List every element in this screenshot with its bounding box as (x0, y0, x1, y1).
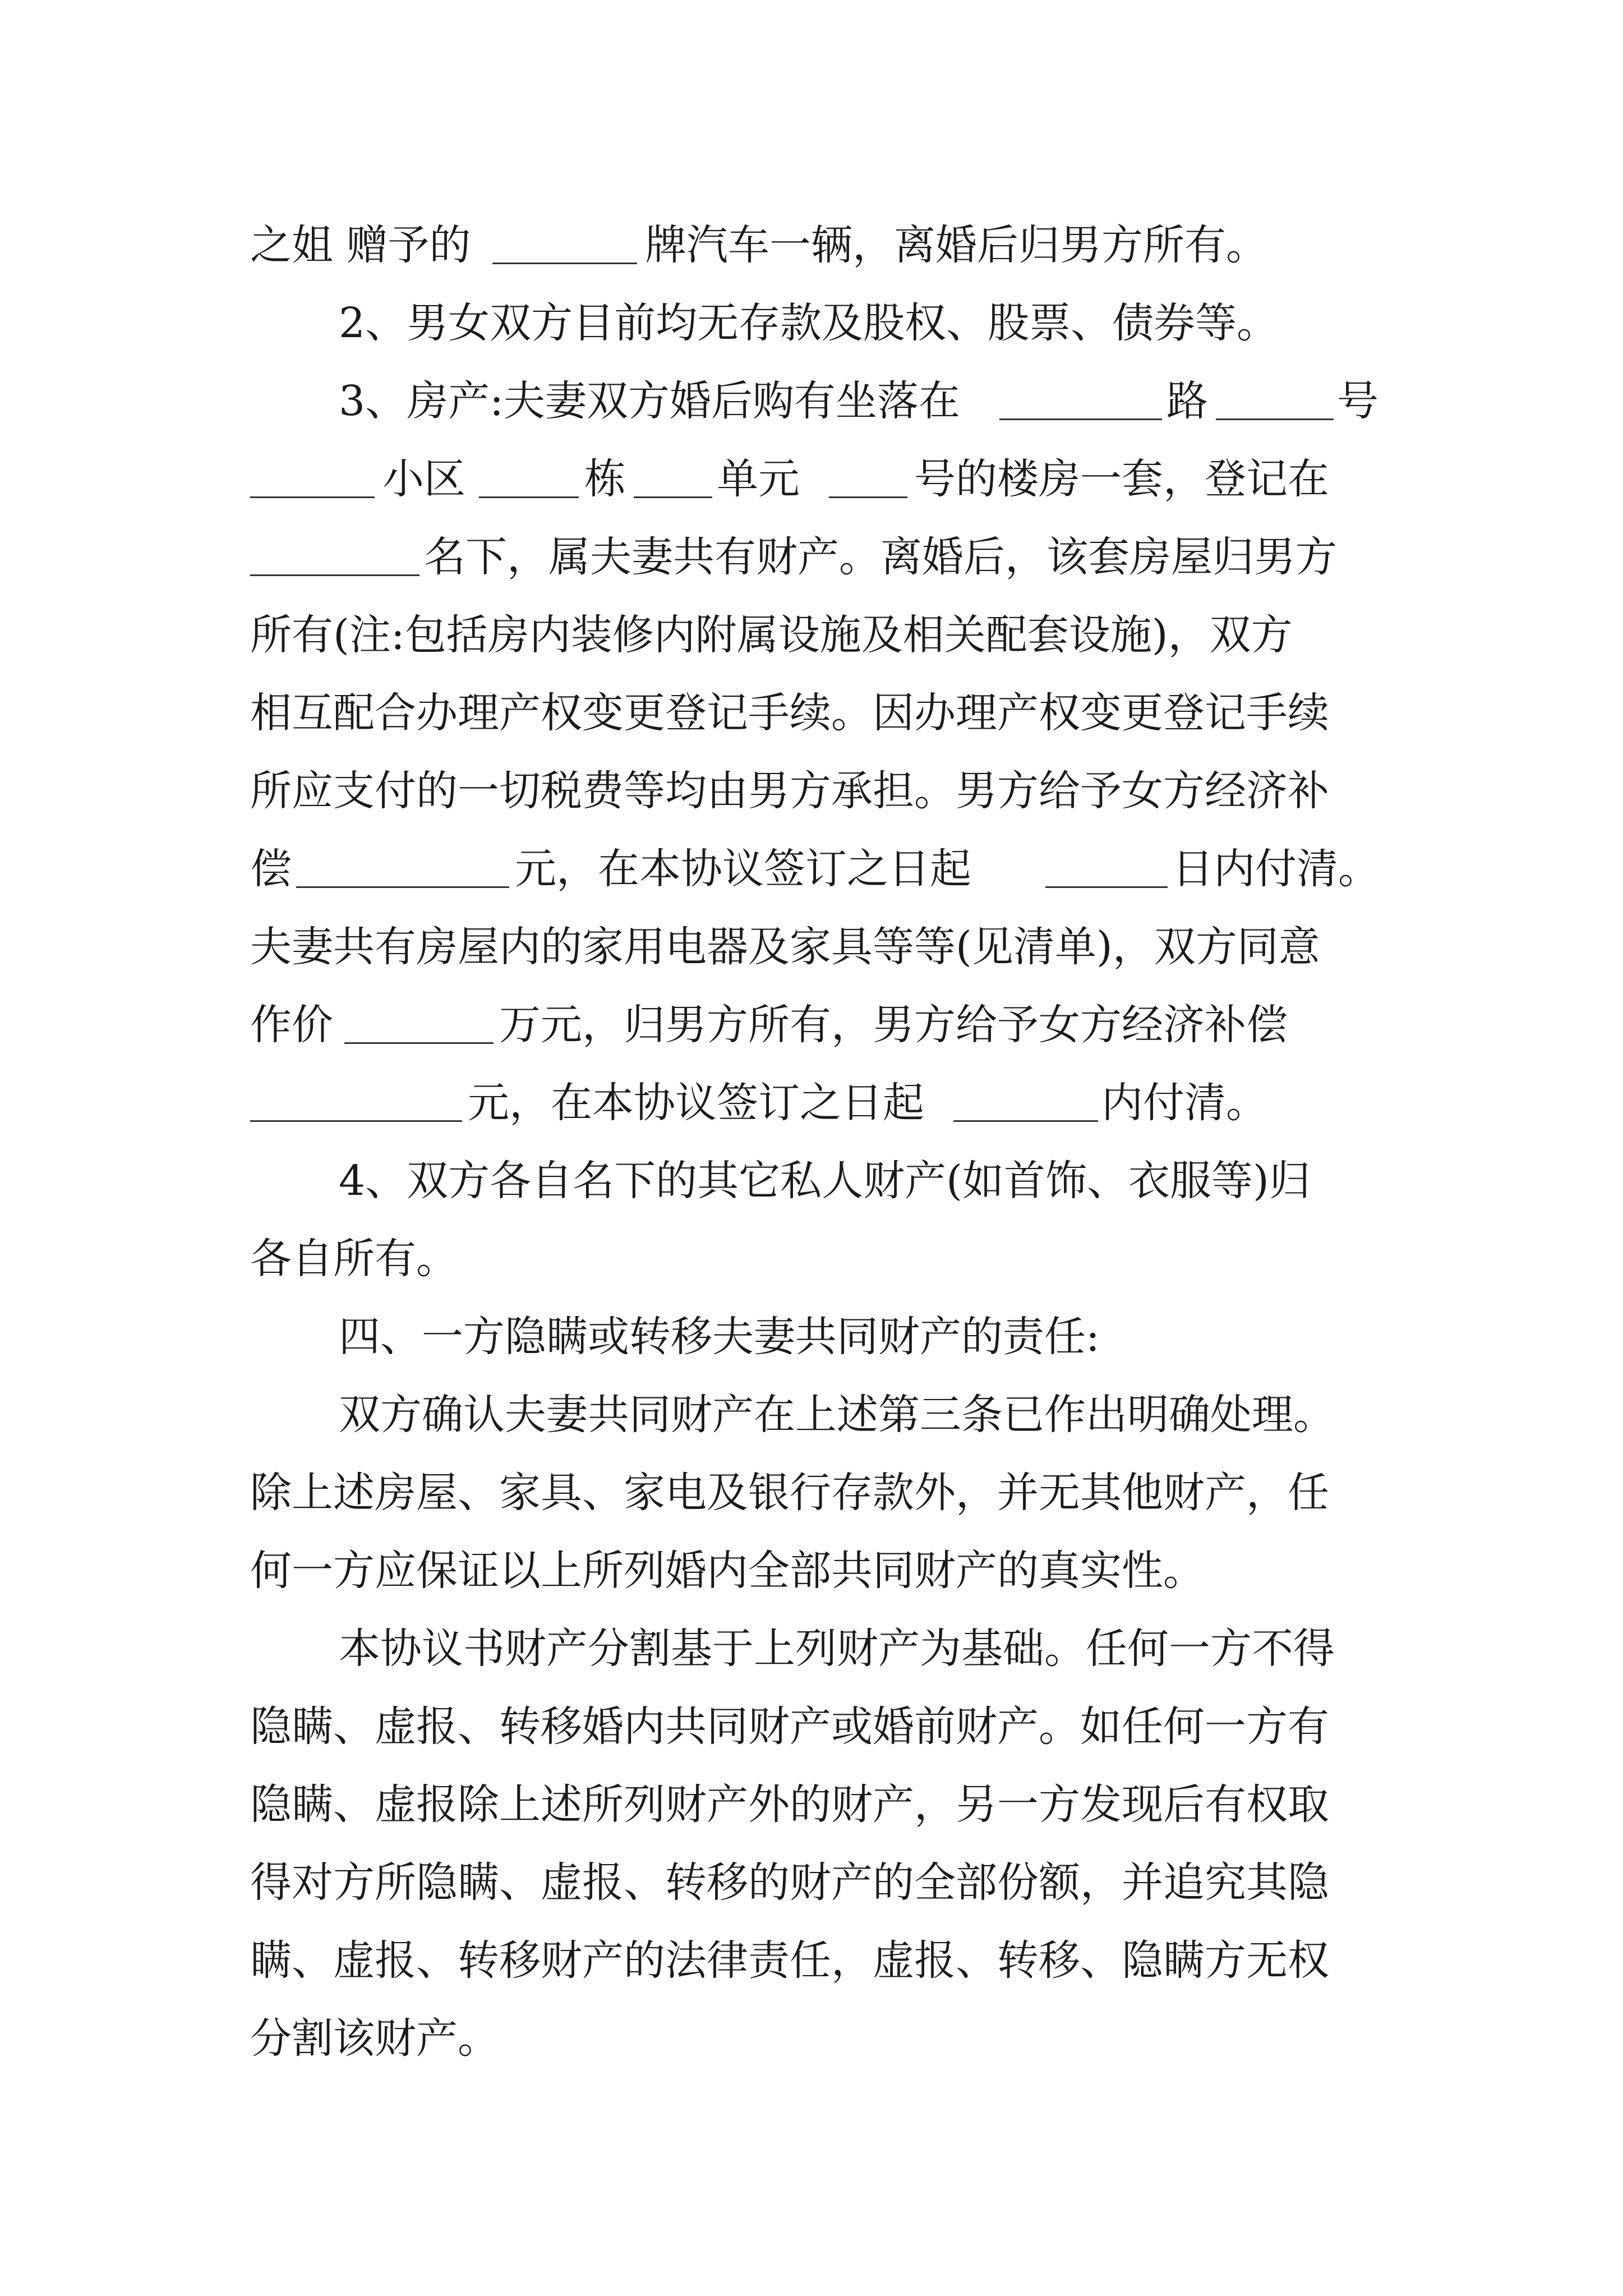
text-segment: 作价 (250, 1001, 333, 1049)
text-segment: 号 (1337, 377, 1378, 425)
fill-in-blank (250, 1120, 462, 1122)
text-line (0, 1529, 1623, 1613)
text-line (0, 1918, 1623, 2003)
fill-in-blank (1216, 418, 1334, 420)
fill-in-blank (250, 496, 375, 498)
text-segment: 元，在本协议签订之日起 (515, 845, 971, 893)
fill-in-blank (634, 496, 712, 498)
text-segment: 小区 (382, 455, 465, 503)
text-line (0, 749, 1623, 833)
fill-in-blank (479, 496, 579, 498)
text-line (0, 359, 1623, 443)
text-segment: 何一方应保证以上所列婚内全部共同财产的真实性。 (250, 1547, 1205, 1595)
text-segment: 万元，归男方所有，男方给予女方经济补偿 (499, 1001, 1288, 1049)
text-line (0, 1295, 1623, 1379)
text-segment: 2、男女双方目前均无存款及股权、股票、债券等。 (339, 299, 1279, 347)
text-line (0, 671, 1623, 755)
text-line (0, 1685, 1623, 1769)
text-segment: 得对方所隐瞒、虚报、转移的财产的全部份额，并追究其隐 (250, 1858, 1329, 1907)
fill-in-blank (492, 263, 637, 264)
text-line (0, 593, 1623, 677)
text-segment: 4、双方各自名下的其它私人财产(如首饰、衣服等)归 (339, 1157, 1311, 1205)
text-segment: 分割该财产。 (250, 2014, 499, 2063)
text-line (0, 1996, 1623, 2081)
text-line (0, 827, 1623, 911)
text-line (0, 515, 1623, 599)
text-segment: 牌汽车一辆，离婚后归男方所有。 (645, 221, 1267, 269)
text-line (0, 983, 1623, 1067)
text-segment: 栋 (584, 455, 626, 503)
text-segment: 之姐 赠予的 (250, 221, 471, 269)
text-line (0, 1841, 1623, 1925)
fill-in-blank (1045, 886, 1168, 888)
text-segment: 四、一方隐瞒或转移夫妻共同财产的责任: (339, 1313, 1100, 1361)
text-segment: 双方确认夫妻共同财产在上述第三条已作出明确处理。 (339, 1391, 1335, 1439)
text-segment: 名下，属夫妻共有财产。离婚后，该套房屋归男方 (424, 533, 1337, 581)
text-segment: 所应支付的一切税费等均由男方承担。男方给予女方经济补 (250, 767, 1329, 815)
text-line (0, 281, 1623, 365)
text-line (0, 1607, 1623, 1691)
text-segment: 偿 (250, 845, 292, 893)
text-segment: 号的楼房一套，登记在 (914, 455, 1329, 503)
text-line (0, 905, 1623, 989)
text-line (0, 203, 1623, 287)
fill-in-blank (953, 1120, 1098, 1122)
text-segment: 单元 (717, 455, 800, 503)
fill-in-blank (829, 496, 907, 498)
text-segment: 元，在本协议签订之日起 (468, 1079, 924, 1127)
text-line (0, 437, 1623, 521)
text-segment: 3、房产:夫妻双方婚后购有坐落在 (339, 377, 961, 425)
fill-in-blank (296, 886, 509, 888)
text-line (0, 1373, 1623, 1457)
fill-in-blank (999, 418, 1162, 420)
text-segment: 路 (1166, 377, 1208, 425)
fill-in-blank (344, 1042, 494, 1044)
text-segment: 除上述房屋、家具、家电及银行存款外，并无其他财产，任 (250, 1469, 1329, 1517)
text-segment: 内付清。 (1101, 1079, 1267, 1127)
text-line (0, 1763, 1623, 1847)
text-line (0, 1451, 1623, 1535)
text-segment: 本协议书财产分割基于上列财产为基础。任何一方不得 (339, 1625, 1335, 1673)
text-segment: 各自所有。 (250, 1235, 458, 1283)
text-line (0, 1139, 1623, 1223)
text-segment: 隐瞒、虚报、转移婚内共同财产或婚前财产。如任何一方有 (250, 1703, 1329, 1751)
text-segment: 相互配合办理产权变更登记手续。因办理产权变更登记手续 (250, 689, 1329, 737)
text-segment: 所有(注:包括房内装修内附属设施及相关配套设施)，双方 (250, 611, 1293, 659)
text-segment: 日内付清。 (1172, 845, 1380, 893)
fill-in-blank (250, 574, 419, 576)
text-line (0, 1061, 1623, 1145)
text-segment: 隐瞒、虚报除上述所列财产外的财产，另一方发现后有权取 (250, 1780, 1329, 1829)
text-segment: 夫妻共有房屋内的家用电器及家具等等(见清单)，双方同意 (250, 923, 1320, 971)
text-segment: 瞒、虚报、转移财产的法律责任，虚报、转移、隐瞒方无权 (250, 1936, 1329, 1985)
text-line (0, 1217, 1623, 1301)
